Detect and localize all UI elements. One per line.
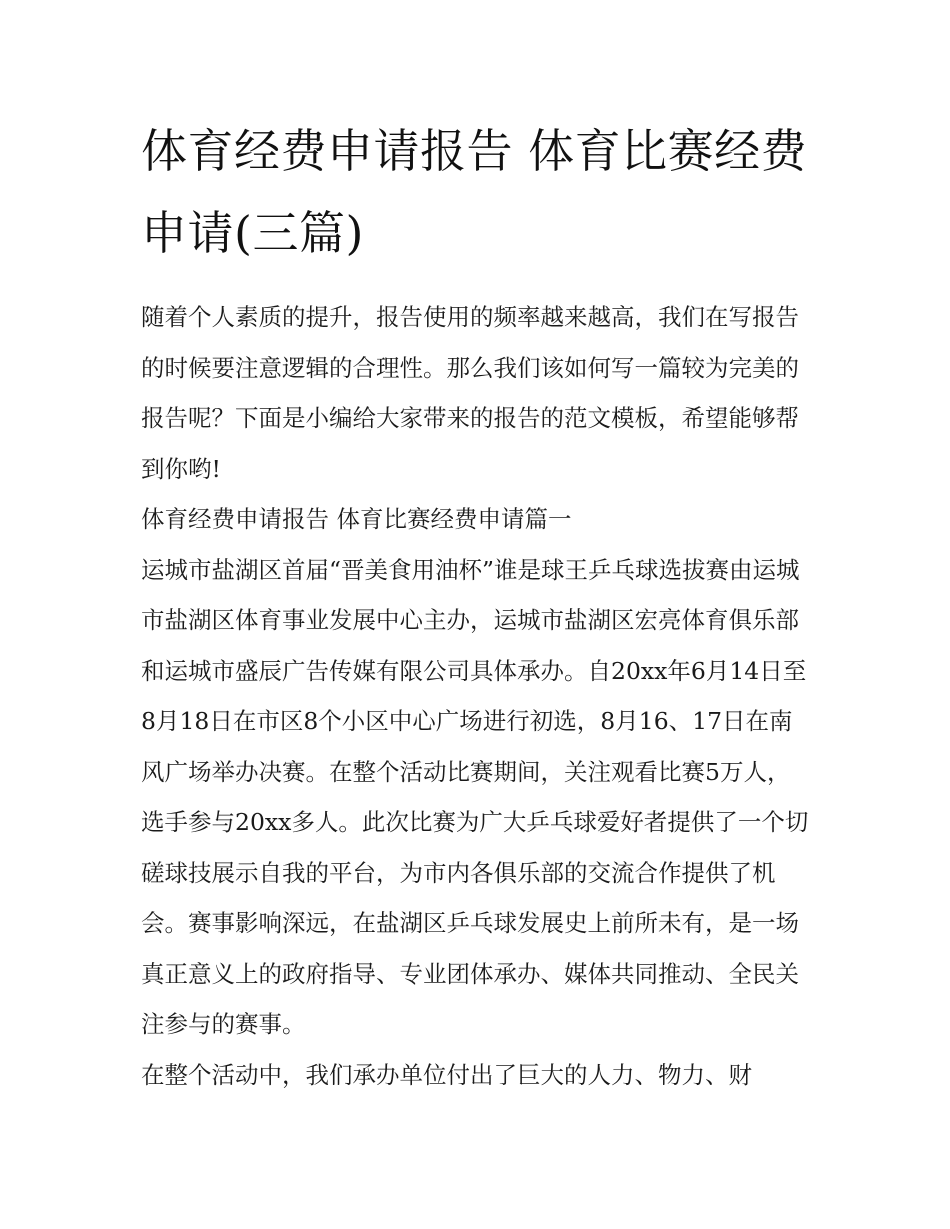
paragraph-list <box>141 292 813 1100</box>
body-paragraph: 在整个活动中，我们承办单位付出了巨大的人力、物力、财 <box>141 1060 752 1089</box>
section-heading: 体育经费申请报告 体育比赛经费申请篇一 <box>141 505 572 533</box>
document-title: 体育经费申请报告 体育比赛经费申请(三篇) <box>141 124 808 260</box>
intro-paragraph: 随着个人素质的提升，报告使用的频率越来越高，我们在写报告的时候要注意逻辑的合理性。那么我们该如何写一篇较为完美的报告呢？下面是小编给大家带来的报告的范文模板，希望能够帮到你哟! <box>141 303 799 483</box>
document-body <box>141 110 813 1100</box>
body-paragraph: 运城市盐湖区首届“晋美食用油杯”谁是球王乒乓球选拔赛由运城市盐湖区体育事业发展中心主办，运城市盐湖区宏亮体育俱乐部和运城市盛辰广告传媒有限公司具体承办。自20xx年6月14日至8月18日在市区8个小区中心广场进行初选，8月16、17日在南风广场举办决赛。在整个活动比赛期间，关注观看比赛5万人，选手参与20xx多人。此次比赛为广大乒乓球爱好者提供了一个切磋球技展示自我的平台，为市内各俱乐部的交流合作提供了机会。赛事影响深远，在盐湖区乒乓球发展史上前所未有，是一场真正意义上的政府指导、专业团体承办、媒体共同推动、全民关注参与的赛事。 <box>141 555 809 1038</box>
